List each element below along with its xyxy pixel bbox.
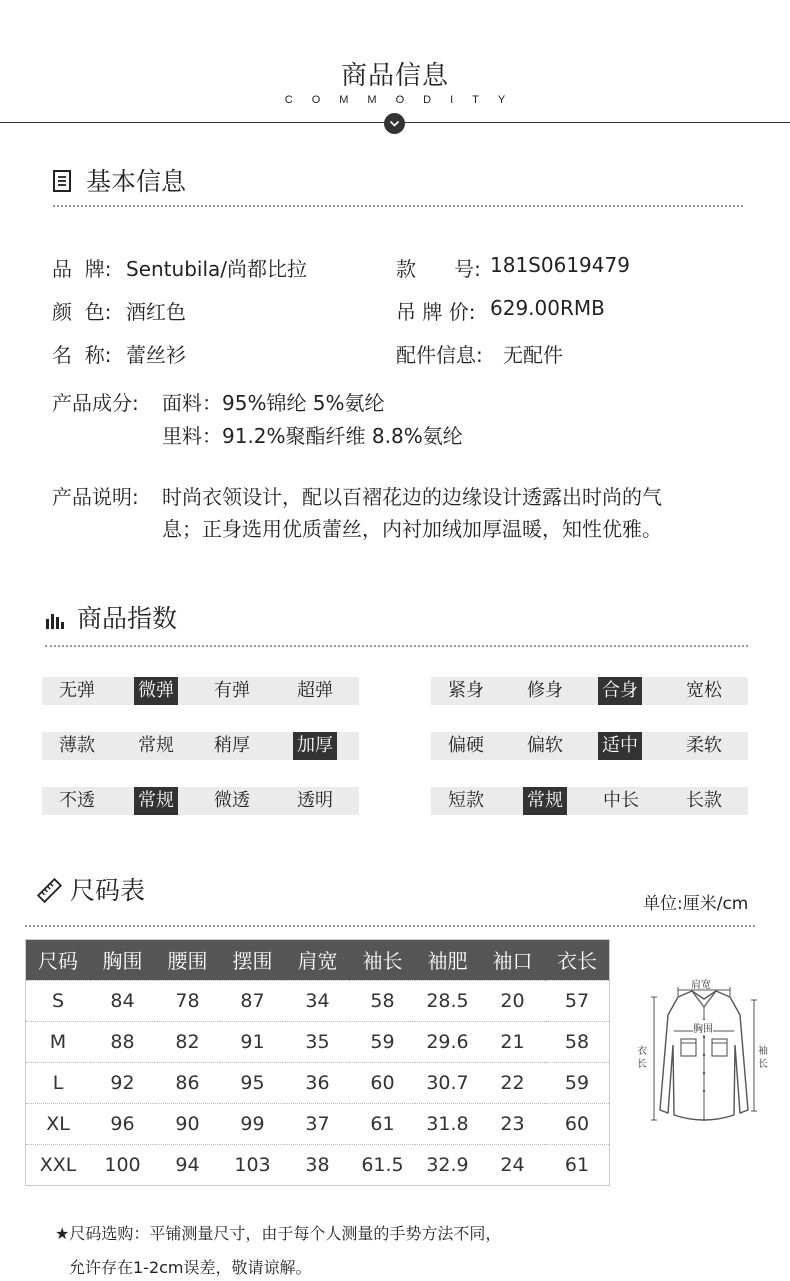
table-cell: 23: [480, 1103, 545, 1144]
size-table-header-cell: 腰围: [155, 940, 220, 980]
table-cell: 58: [545, 1021, 609, 1062]
index-title: 商品指数: [77, 604, 178, 633]
index-option: 不透: [59, 790, 95, 811]
table-cell: 84: [90, 980, 155, 1021]
description-line-1: 时尚衣领设计，配以百褶花边的边缘设计透露出时尚的气: [162, 485, 662, 509]
diagram-shoulder-label: 肩宽: [691, 980, 711, 991]
index-option: 超弹: [297, 680, 333, 701]
table-cell: 91: [220, 1021, 285, 1062]
bar-chart-icon: [45, 611, 65, 629]
index-row-fit: [431, 677, 748, 705]
table-cell: 24: [480, 1144, 545, 1185]
index-row-softness: [431, 732, 748, 760]
index-option-selected: 微弹: [134, 677, 178, 705]
size-table-header-cell: 肩宽: [285, 940, 350, 980]
tag-price-value: 629.00RMB: [490, 296, 605, 320]
chevron-down-icon: [384, 113, 405, 134]
table-cell: 20: [480, 980, 545, 1021]
shirt-diagram: [630, 975, 775, 1135]
table-cell: XXL: [26, 1144, 90, 1185]
page-title: 商品信息: [340, 61, 449, 91]
index-option: 中长: [603, 790, 639, 811]
diagram-length-label: 衣长: [637, 1046, 647, 1070]
description-line-2: 息；正身选用优质蕾丝，内衬加绒加厚温暖，知性优雅。: [162, 517, 662, 541]
table-cell: 88: [90, 1021, 155, 1062]
table-row: [26, 1144, 609, 1185]
index-row-transparency: [42, 787, 359, 815]
index-divider: [45, 645, 748, 647]
size-table-header-cell: 袖口: [480, 940, 545, 980]
table-cell: 59: [545, 1062, 609, 1103]
description-label: 产品说明:: [52, 485, 139, 509]
table-cell: 37: [285, 1103, 350, 1144]
table-cell: XL: [26, 1103, 90, 1144]
table-cell: 31.8: [415, 1103, 480, 1144]
index-option-selected: 合身: [598, 677, 642, 705]
index-option: 薄款: [59, 735, 95, 756]
size-note-line-1: ★尺码选购：平铺测量尺寸，由于每个人测量的手势方法不同，: [55, 1224, 502, 1243]
table-cell: 99: [220, 1103, 285, 1144]
table-cell: 34: [285, 980, 350, 1021]
table-cell: 94: [155, 1144, 220, 1185]
size-chart-title: 尺码表: [70, 876, 146, 905]
index-option: 微透: [214, 790, 250, 811]
table-cell: 60: [545, 1103, 609, 1144]
style-no-value: 181S0619479: [490, 253, 630, 277]
index-row-length: [431, 787, 748, 815]
size-table-header-cell: 尺码: [26, 940, 90, 980]
accessory-value: 无配件: [503, 343, 563, 367]
diagram-sleeve-label: 袖长: [758, 1046, 768, 1070]
size-table-header-cell: 胸围: [90, 940, 155, 980]
color-label: 颜 色:: [52, 300, 112, 324]
table-row: [26, 980, 609, 1021]
index-option: 常规: [138, 735, 174, 756]
table-cell: S: [26, 980, 90, 1021]
tag-price-label: 吊 牌 价:: [396, 300, 476, 324]
size-divider: [25, 925, 755, 927]
style-no-label: 款 号:: [396, 257, 481, 281]
index-option-selected: 适中: [598, 732, 642, 760]
index-option: 有弹: [214, 680, 250, 701]
table-row: [26, 1062, 609, 1103]
table-cell: 22: [480, 1062, 545, 1103]
name-value: 蕾丝衫: [126, 343, 186, 367]
table-cell: 61: [350, 1103, 415, 1144]
table-cell: 100: [90, 1144, 155, 1185]
table-cell: 96: [90, 1103, 155, 1144]
index-option: 长款: [686, 790, 722, 811]
index-option: 无弹: [59, 680, 95, 701]
index-option: 稍厚: [214, 735, 250, 756]
table-cell: L: [26, 1062, 90, 1103]
index-option: 短款: [448, 790, 484, 811]
table-cell: 82: [155, 1021, 220, 1062]
index-option: 偏软: [527, 735, 563, 756]
size-table-header: [26, 940, 609, 980]
size-table-header-cell: 衣长: [545, 940, 609, 980]
accessory-label: 配件信息:: [396, 343, 483, 367]
page-subtitle: COMMODITY: [284, 94, 525, 106]
table-cell: 78: [155, 980, 220, 1021]
index-option-selected: 常规: [523, 787, 567, 815]
table-cell: 30.7: [415, 1062, 480, 1103]
table-cell: 92: [90, 1062, 155, 1103]
table-cell: 38: [285, 1144, 350, 1185]
index-option: 偏硬: [448, 735, 484, 756]
index-option-selected: 加厚: [293, 732, 337, 760]
table-cell: 29.6: [415, 1021, 480, 1062]
table-cell: M: [26, 1021, 90, 1062]
diagram-chest-label: 胸围: [693, 1020, 713, 1035]
composition-line-2: 里料：91.2%聚酯纤维 8.8%氨纶: [162, 424, 463, 448]
ruler-icon: [37, 878, 62, 903]
index-option: 紧身: [448, 680, 484, 701]
table-cell: 36: [285, 1062, 350, 1103]
size-table-header-cell: 袖肥: [415, 940, 480, 980]
size-note-line-2: 允许存在1-2cm误差，敬请谅解。: [69, 1258, 312, 1277]
index-row-thickness: [42, 732, 359, 760]
table-cell: 103: [220, 1144, 285, 1185]
name-label: 名 称:: [52, 343, 112, 367]
table-cell: 32.9: [415, 1144, 480, 1185]
size-table-header-cell: 袖长: [350, 940, 415, 980]
document-icon: [53, 170, 71, 192]
size-table-header-cell: 摆围: [220, 940, 285, 980]
basic-info-title: 基本信息: [86, 167, 187, 196]
table-cell: 61: [545, 1144, 609, 1185]
composition-label: 产品成分:: [52, 391, 139, 415]
index-option: 修身: [527, 680, 563, 701]
color-value: 酒红色: [126, 300, 186, 324]
index-option: 透明: [297, 790, 333, 811]
index-row-elasticity: [42, 677, 359, 705]
table-cell: 21: [480, 1021, 545, 1062]
basic-info-divider: [53, 205, 743, 207]
table-row: [26, 1021, 609, 1062]
table-cell: 60: [350, 1062, 415, 1103]
table-cell: 35: [285, 1021, 350, 1062]
index-option-selected: 常规: [134, 787, 178, 815]
table-cell: 28.5: [415, 980, 480, 1021]
table-cell: 86: [155, 1062, 220, 1103]
table-cell: 90: [155, 1103, 220, 1144]
table-cell: 57: [545, 980, 609, 1021]
composition-line-1: 面料：95%锦纶 5%氨纶: [162, 391, 385, 415]
table-cell: 59: [350, 1021, 415, 1062]
index-option: 宽松: [686, 680, 722, 701]
brand-label: 品 牌:: [52, 257, 112, 281]
size-unit: 单位:厘米/cm: [643, 894, 749, 914]
table-row: [26, 1103, 609, 1144]
table-cell: 61.5: [350, 1144, 415, 1185]
size-table: [25, 939, 610, 1186]
brand-value: Sentubila/尚都比拉: [126, 257, 307, 281]
table-cell: 58: [350, 980, 415, 1021]
index-option: 柔软: [686, 735, 722, 756]
table-cell: 87: [220, 980, 285, 1021]
table-cell: 95: [220, 1062, 285, 1103]
